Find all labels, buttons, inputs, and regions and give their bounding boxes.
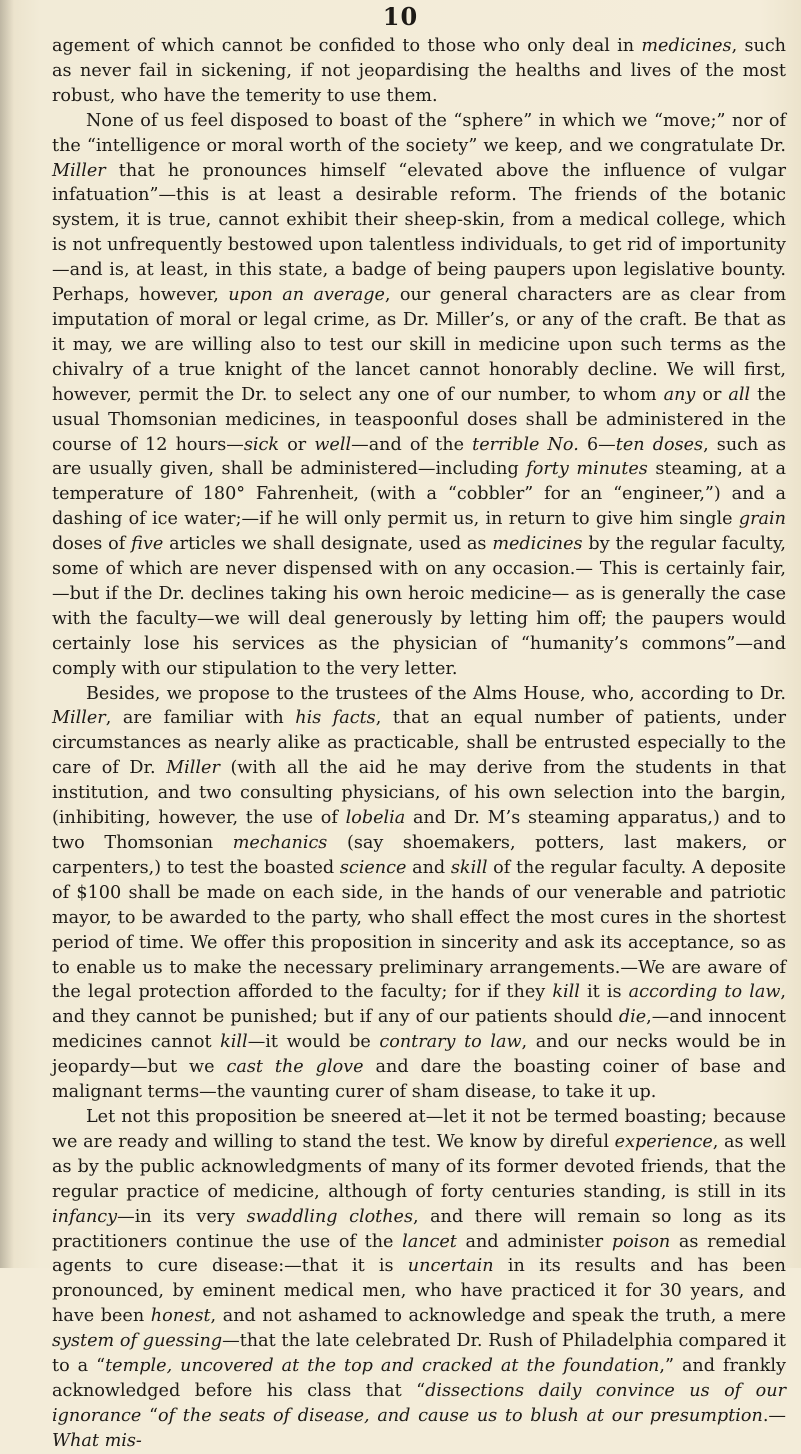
italic-run: What mis-: [52, 1430, 142, 1451]
italic-run: poison: [611, 1231, 671, 1252]
italic-run: all: [728, 384, 751, 405]
italic-run: terrible No.: [472, 434, 579, 455]
italic-run: well: [314, 434, 352, 455]
italic-run: infancy: [52, 1206, 118, 1227]
italic-run: medicines: [641, 36, 732, 56]
italic-run: mechanics: [232, 833, 328, 853]
italic-run: experience: [614, 1131, 713, 1152]
paragraph: None of us feel disposed to boast of the “sphere” in which we “move;” nor of the “intelligence or moral worth of the society” we keep, and we congratulate Dr. Miller that he pronounces himself “elevated above the influence of vulgar infatuation”—this is at least a desirable reform. The friends of the botanic system, it is true, cannot exhibit their sheep-skin, from a medical college, which is not unfrequently bestowed upon talentless individuals, to get rid of importunity—and is, at least, in this state, a badge of being paupers upon legislative bounty. Perhaps, however, upon an average, our general characters are as clear from imputation of moral or legal crime, as Dr. Miller’s, or any of the craft. Be that as it may, we are willing also to test our skill in medicine upon such terms as the chivalry of a true knight of the lancet cannot honorably decline. We will first, however, permit the Dr. to select any one of our number, to whom any or all the usual Thomsonian medicines, in teaspoonful doses shall be administered in the course of 12 hours—sick or well—and of the terrible No. 6—ten doses, such as are usually given, shall be administered—including forty minutes steaming, at a temperature of 180° Fahrenheit, (with a “cobbler” for an “engineer,”) and a dashing of ice water;—if he will only permit us, in return to give him single grain doses of five articles we shall designate, used as medicines by the regular faculty, some of which are never dispensed with on any occasion.— This is certainly fair,—but if the Dr. declines taking his own heroic medicine— as is generally the case with the faculty—we will deal generously by letting him off; the paupers would certainly lose his services as the physician of “humanity’s commons”—and comply with our stipulation to the very letter.: [52, 110, 787, 679]
italic-run: system of guessing: [52, 1331, 223, 1352]
italic-run: his facts: [295, 708, 376, 729]
italic-run: swaddling clothes: [246, 1206, 414, 1227]
italic-run: lobelia: [345, 808, 406, 829]
paragraph: Let not this proposition be sneered at—let it not be termed boasting; because we are ready and willing to stand the test. We know by direful experience, as well as by the public acknowledgments of many of its former devoted friends, that the regular practice of medicine, although of forty centuries standing, is still in its infancy—in its very swaddling clothes, and there will remain so long as its practitioners continue the use of the lancet and administer poison as remedial agents to cure disease:—that it is uncertain in its results and has been pronounced, by eminent medical men, who have practiced it for 30 years, and have been honest, and not ashamed to acknowledge and speak the truth, a mere system of guessing—that the late celebrated Dr. Rush of Philadelphia compared it to a “temple, uncovered at the top and cracked at the foundation,” and frankly acknowledged before his class that “dissections daily convince us of our ignorance “of the seats of disease, and cause us to blush at our presumption.—What mis-: [52, 1106, 787, 1451]
italic-run: grain: [738, 509, 786, 530]
paragraph: agement of which cannot be confided to those who only deal in medicines, such as never fail in sickening, if not jeopardising the healths and lives of the most robust, who have the temerity to use them.: [52, 36, 787, 106]
italic-run: lancet: [402, 1231, 457, 1252]
italic-run: according to law: [628, 982, 781, 1003]
italic-run: skill: [450, 857, 488, 878]
italic-run: temple, uncovered at the top and cracked at the foundation: [105, 1356, 660, 1377]
italic-run: ten doses: [615, 434, 704, 455]
italic-run: science: [339, 857, 407, 878]
italic-run: contrary to law: [379, 1032, 522, 1053]
italic-run: Miller: [52, 708, 106, 729]
italic-run: five: [131, 534, 164, 555]
italic-run: cast the glove: [226, 1057, 364, 1078]
italic-run: dissections daily convince us of our ignorance: [52, 1380, 786, 1426]
italic-run: Miller: [166, 758, 220, 779]
page-number: 10: [382, 2, 419, 31]
italic-run: sick: [243, 434, 280, 455]
italic-run: honest: [150, 1306, 211, 1327]
paragraph: Besides, we propose to the trustees of the Alms House, who, according to Dr. Miller, are familiar with his facts, that an equal number of patients, under circumstances as nearly alike as practicable, shall be entrusted especially to the care of Dr. Miller (with all the aid he may derive from the students in that institution, and two consulting physicians, of his own selection into the bargin, (inhibiting, however, the use of lobelia and Dr. M’s steaming apparatus,) and to two Thomsonian mechanics (say shoemakers, potters, last makers, or carpenters,) to test the boasted science and skill of the regular faculty. A deposite of $100 shall be made on each side, in the hands of our venerable and patriotic mayor, to be awarded to the party, who shall effect the most cures in the shortest period of time. We offer this proposition in sincerity and ask its acceptance, so as to enable us to make the necessary preliminary arrangements.—We are aware of the legal protection afforded to the faculty; for if they kill it is according to law, and they cannot be punished; but if any of our patients should die,—and innocent medicines cannot kill—it would be contrary to law, and our necks would be in jeopardy—but we cast the glove and dare the boasting coiner of base and malignant terms—the vaunting curer of sham disease, to take it up.: [52, 683, 787, 1103]
italic-run: upon an average: [228, 285, 385, 306]
italic-run: of the seats of disease, and cause us to blush at our presumption: [158, 1405, 763, 1426]
page-edge-shadow: [0, 0, 14, 1268]
italic-run: uncertain: [407, 1256, 494, 1277]
body-text: [52, 34, 786, 1454]
italic-run: kill: [552, 982, 580, 1003]
italic-run: die: [618, 1007, 647, 1028]
italic-run: forty minutes: [526, 459, 648, 480]
italic-run: Miller: [52, 160, 106, 181]
italic-run: kill: [220, 1032, 248, 1053]
italic-run: medicines: [492, 534, 583, 555]
italic-run: any: [663, 384, 696, 405]
